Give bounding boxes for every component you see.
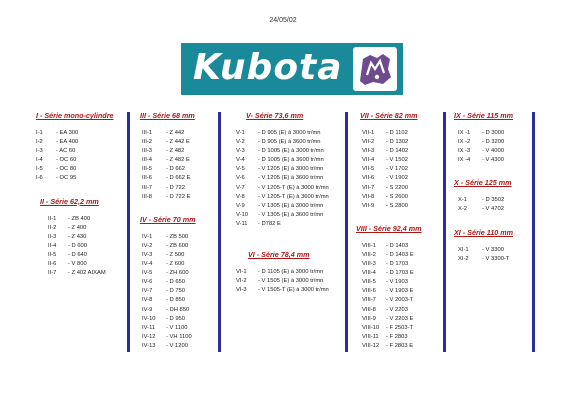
engine-code: V-8 xyxy=(236,193,245,200)
series-section xyxy=(356,110,442,211)
engine-code: VIII-11 xyxy=(362,333,379,340)
section-title: VIII - Série 92,4 mm xyxy=(356,223,422,233)
engine-model: - D 1005 (E) à 3000 tr/mn xyxy=(258,148,324,155)
engine-model: - DH 850 xyxy=(166,306,190,313)
engine-model: - D 722 E xyxy=(166,193,191,200)
engine-row xyxy=(236,202,344,211)
engine-model: - Z 482 xyxy=(166,148,185,155)
engine-model: - V 1205-T (E) à 3600 tr/mn xyxy=(258,193,329,200)
engine-row xyxy=(236,156,344,165)
engine-code: X-1 xyxy=(458,197,468,204)
engine-code: VII-2 xyxy=(362,139,375,146)
engine-code: VII-7 xyxy=(362,184,375,191)
engine-model: - ZB 500 xyxy=(166,233,189,240)
engine-row xyxy=(142,269,216,278)
engine-model: - OC 95 xyxy=(56,175,77,182)
engine-code: IV-1 xyxy=(142,233,153,240)
engine-list xyxy=(236,268,344,295)
engine-row xyxy=(142,147,216,156)
engine-model: - F 2803 xyxy=(386,333,408,340)
engine-row xyxy=(236,286,344,295)
engine-code: VIII-1 xyxy=(362,242,376,249)
engine-model: - Z 402 AIXAM xyxy=(68,270,106,277)
engine-row xyxy=(48,224,124,233)
engine-code: V-4 xyxy=(236,157,245,164)
engine-row xyxy=(362,306,442,315)
engine-code: III-3 xyxy=(142,148,152,155)
engine-code: III-6 xyxy=(142,175,152,182)
engine-row xyxy=(36,147,124,156)
engine-model: - D 662 E xyxy=(166,175,191,182)
engine-list xyxy=(458,246,532,264)
engine-code: V-6 xyxy=(236,175,245,182)
engine-row xyxy=(458,156,532,165)
engine-row xyxy=(362,156,442,165)
engine-row xyxy=(142,333,216,342)
engine-code: IV-8 xyxy=(142,297,153,304)
engine-model: - D 3502 xyxy=(482,197,505,204)
engine-model: - D 1703 xyxy=(386,261,409,268)
engine-row xyxy=(236,138,344,147)
engine-row xyxy=(362,129,442,138)
engine-list xyxy=(458,129,532,165)
section-title: VII - Série 82 mm xyxy=(360,111,418,120)
engine-code: VII-3 xyxy=(362,148,375,155)
engine-code: I-2 xyxy=(36,139,43,146)
engine-code: IV-11 xyxy=(142,324,156,331)
engine-code: IX -2 xyxy=(458,139,471,146)
engine-row xyxy=(142,156,216,165)
engine-row xyxy=(36,129,124,138)
engine-row xyxy=(142,278,216,287)
engine-row xyxy=(362,193,442,202)
engine-model: - D 3200 xyxy=(482,139,505,146)
engine-code: III-5 xyxy=(142,166,152,173)
engine-code: IX -1 xyxy=(458,130,471,136)
series-section xyxy=(236,110,344,229)
engine-row xyxy=(362,324,442,333)
engine-model: - V 1902 xyxy=(386,175,408,182)
engine-model: - D 600 xyxy=(68,242,88,249)
engine-code: VII-5 xyxy=(362,166,375,173)
engine-code: V-7 xyxy=(236,184,245,191)
engine-code: I-5 xyxy=(36,166,43,173)
engine-code: III-2 xyxy=(142,139,152,146)
engine-code: VIII-7 xyxy=(362,297,376,304)
engine-code: VIII-10 xyxy=(362,324,380,331)
engine-model: - S 2200 xyxy=(386,184,408,191)
engine-row xyxy=(362,315,442,324)
engine-code: II-1 xyxy=(48,215,57,222)
engine-model: - Z 600 xyxy=(166,261,185,268)
engine-code: IV-4 xyxy=(142,261,153,268)
engine-code: II-5 xyxy=(48,251,57,258)
engine-code: IV-10 xyxy=(142,315,156,322)
series-section xyxy=(356,223,442,351)
engine-model: - Z 430 xyxy=(68,233,87,240)
engine-model: - V 1903 xyxy=(386,279,408,286)
engine-model: - V 1205 (E) à 3000 tr/mn xyxy=(258,166,324,173)
engine-row xyxy=(236,184,344,193)
engine-model: - EA 300 xyxy=(56,130,79,136)
kubota-wordmark: Kubota xyxy=(193,47,343,88)
engine-model: - V 1200 xyxy=(166,342,188,349)
engine-code: III-1 xyxy=(142,130,152,136)
engine-model: - V 2003-T xyxy=(386,297,414,304)
engine-list xyxy=(362,242,442,351)
engine-code: IV-13 xyxy=(142,342,156,349)
document-date: 24/05/02 xyxy=(269,17,297,24)
engine-model: - OC 80 xyxy=(56,166,77,173)
engine-row xyxy=(362,202,442,211)
engine-model: - D 1105 (E) à 3000 tr/mn xyxy=(258,269,324,276)
section-title: X - Série 125 mm xyxy=(454,178,512,188)
engine-row xyxy=(142,260,216,269)
engine-model: - V 3300 xyxy=(482,246,504,253)
engine-row xyxy=(362,333,442,342)
engine-model: - D 662 xyxy=(166,166,186,173)
engine-model: - V 2203 xyxy=(386,306,408,313)
engine-model: - D 950 xyxy=(166,315,186,322)
engine-code: IV-9 xyxy=(142,306,153,313)
engine-code: IX -3 xyxy=(458,148,471,155)
series-section xyxy=(236,249,344,295)
engine-row xyxy=(458,147,532,156)
engine-code: X-2 xyxy=(458,206,468,213)
column-4 xyxy=(356,110,442,351)
engine-model: - D 1302 xyxy=(386,139,409,146)
engine-row xyxy=(362,138,442,147)
engine-code: VII-6 xyxy=(362,175,375,182)
engine-model: - V 1305 (E) à 3600 tr/mn xyxy=(258,211,324,218)
engine-code: IV-6 xyxy=(142,279,153,286)
engine-row xyxy=(362,165,442,174)
engine-row xyxy=(142,324,216,333)
engine-model: - D 1403 xyxy=(386,242,409,249)
series-section xyxy=(140,110,216,202)
section-title: IX - Série 115 mm xyxy=(454,111,513,120)
column-1 xyxy=(36,110,124,278)
section-title: III - Série 68 mm xyxy=(140,111,195,120)
engine-model: - Z 442 xyxy=(166,130,185,136)
engine-row xyxy=(362,269,442,278)
kubota-emblem-icon xyxy=(353,47,397,91)
engine-row xyxy=(142,251,216,260)
engine-row xyxy=(48,233,124,242)
engine-model: - S 2600 xyxy=(386,193,408,200)
engine-model: - D 1403 E xyxy=(386,251,414,258)
engine-code: I-1 xyxy=(36,130,43,136)
engine-model: - ZH 600 xyxy=(166,270,189,277)
engine-list xyxy=(142,129,216,202)
engine-row xyxy=(458,129,532,138)
engine-code: VIII-2 xyxy=(362,251,376,258)
engine-model: - V 1702 xyxy=(386,166,408,173)
engine-code: V-5 xyxy=(236,166,245,173)
engine-model: - OC 60 xyxy=(56,157,77,164)
engine-code: V-2 xyxy=(236,139,245,146)
column-2 xyxy=(140,110,216,351)
engine-row xyxy=(142,342,216,351)
engine-code: VIII-8 xyxy=(362,306,376,313)
engine-model: - V 4300 xyxy=(482,157,504,164)
engine-model: - V 1205 (E) à 3600 tr/mn xyxy=(258,175,324,182)
engine-row xyxy=(236,165,344,174)
engine-model: - V 1305 (E) à 3000 tr/mn xyxy=(258,202,324,209)
engine-model: - D 1703 E xyxy=(386,270,414,277)
engine-row xyxy=(236,277,344,286)
engine-code: VII-8 xyxy=(362,193,375,200)
engine-model: - V 1100 xyxy=(166,324,188,331)
engine-code: IV-2 xyxy=(142,242,153,249)
engine-code: IV-3 xyxy=(142,251,153,258)
column-divider xyxy=(443,112,446,352)
engine-row xyxy=(362,147,442,156)
engine-model: - V 1205-T (E) à 3000 tr/mn xyxy=(258,184,329,191)
engine-code: V-3 xyxy=(236,148,245,155)
engine-row xyxy=(236,268,344,277)
engine-row xyxy=(362,174,442,183)
engine-model: - Z 442 E xyxy=(166,139,190,146)
engine-model: - V 1502 xyxy=(386,157,408,164)
engine-list xyxy=(36,129,124,184)
engine-row xyxy=(48,251,124,260)
engine-row xyxy=(36,165,124,174)
engine-model: - Z 482 E xyxy=(166,157,190,164)
engine-model: - F 2503-T xyxy=(386,324,414,331)
engine-list xyxy=(362,129,442,211)
engine-model: - V 1903 E xyxy=(386,288,414,295)
engine-row xyxy=(236,129,344,138)
engine-list xyxy=(458,196,532,214)
series-section xyxy=(454,227,532,264)
column-divider xyxy=(218,112,221,352)
engine-row xyxy=(236,193,344,202)
engine-code: VIII-4 xyxy=(362,270,376,277)
engine-model: - Z 400 xyxy=(68,224,87,231)
column-divider xyxy=(345,112,348,352)
engine-code: II-2 xyxy=(48,224,57,231)
engine-model: - S 2800 xyxy=(386,202,408,209)
section-title: I - Série mono-cylindre xyxy=(36,111,114,120)
series-section xyxy=(140,214,216,351)
engine-code: XI-2 xyxy=(458,255,469,262)
engine-row xyxy=(48,269,124,278)
engine-model: - D 722 xyxy=(166,184,186,191)
engine-row xyxy=(236,147,344,156)
engine-model: - V 1505 (E) à 3000 tr/mn xyxy=(258,278,324,285)
engine-code: XI-1 xyxy=(458,246,469,253)
engine-model: - Z 500 xyxy=(166,251,185,258)
kubota-logo xyxy=(181,43,403,95)
engine-code: VI-3 xyxy=(236,287,247,294)
engine-model: - V 3300-T xyxy=(482,255,510,262)
engine-row xyxy=(36,174,124,183)
engine-model: - V 1505-T (E) à 3000 tr/mn xyxy=(258,287,329,294)
engine-model: - ZB 400 xyxy=(68,215,91,222)
engine-model: - D 905 (E) à 3600 tr/mn xyxy=(258,139,321,146)
engine-list xyxy=(236,129,344,229)
engine-row xyxy=(362,287,442,296)
engine-row xyxy=(142,233,216,242)
engine-code: VII-4 xyxy=(362,157,375,164)
engine-code: I-4 xyxy=(36,157,43,164)
engine-row xyxy=(48,242,124,251)
engine-row xyxy=(362,296,442,305)
engine-row xyxy=(142,242,216,251)
engine-code: IV-7 xyxy=(142,288,153,295)
engine-model: - V 4702 xyxy=(482,206,504,213)
series-section xyxy=(36,110,124,184)
engine-row xyxy=(142,129,216,138)
section-title: IV - Série 70 mm xyxy=(140,214,196,224)
engine-row xyxy=(48,215,124,224)
engine-row xyxy=(362,278,442,287)
engine-model: - D 650 xyxy=(166,279,186,286)
engine-model: - D 1005 (E) à 3600 tr/mn xyxy=(258,157,324,164)
engine-model: - D 905 (E) à 3000 tr/mn xyxy=(258,130,321,136)
engine-code: V-11 xyxy=(236,220,248,227)
engine-code: II-7 xyxy=(48,270,57,277)
column-3 xyxy=(236,110,344,295)
engine-model: - AC 60 xyxy=(56,148,76,155)
series-section xyxy=(36,196,124,279)
engine-code: VI-2 xyxy=(236,278,247,285)
engine-model: - ZB 600 xyxy=(166,242,189,249)
engine-code: II-3 xyxy=(48,233,57,240)
engine-row xyxy=(48,260,124,269)
engine-code: V-10 xyxy=(236,211,248,218)
engine-row xyxy=(142,165,216,174)
engine-model: - V 800 xyxy=(68,261,87,268)
engine-code: VIII-5 xyxy=(362,279,376,286)
engine-model: - F 2803 E xyxy=(386,342,414,349)
engine-row xyxy=(236,211,344,220)
engine-row xyxy=(142,315,216,324)
engine-row xyxy=(458,205,532,214)
engine-model: - D 640 xyxy=(68,251,88,258)
engine-code: I-6 xyxy=(36,175,43,182)
engine-code: III-7 xyxy=(142,184,152,191)
column-divider xyxy=(532,112,535,352)
engine-row xyxy=(36,138,124,147)
engine-model: - D 3000 xyxy=(482,130,505,136)
engine-row xyxy=(362,260,442,269)
section-title: XI - Série 110 mm xyxy=(454,227,513,237)
engine-row xyxy=(458,138,532,147)
engine-row xyxy=(142,184,216,193)
engine-row xyxy=(142,174,216,183)
engine-row xyxy=(142,306,216,315)
engine-model: - VH 1100 xyxy=(166,333,192,340)
engine-model: - D 750 xyxy=(166,288,186,295)
engine-code: VIII-6 xyxy=(362,288,376,295)
engine-model: - V 4000 xyxy=(482,148,504,155)
engine-model: - D 1102 xyxy=(386,130,408,136)
engine-code: IV-12 xyxy=(142,333,156,340)
engine-row xyxy=(362,184,442,193)
engine-model: - D 850 xyxy=(166,297,186,304)
column-divider xyxy=(127,112,130,352)
engine-code: II-4 xyxy=(48,242,57,249)
engine-row xyxy=(236,174,344,183)
engine-row xyxy=(142,296,216,305)
engine-row xyxy=(236,220,344,229)
engine-code: IV-5 xyxy=(142,270,153,277)
engine-code: V-9 xyxy=(236,202,245,209)
engine-code: VI-1 xyxy=(236,269,247,276)
engine-row xyxy=(36,156,124,165)
section-title: VI - Série 78,4 mm xyxy=(248,250,310,260)
engine-code: VIII-12 xyxy=(362,342,380,349)
engine-row xyxy=(362,251,442,260)
engine-list xyxy=(48,215,124,279)
series-section xyxy=(454,177,532,214)
engine-code: I-3 xyxy=(36,148,43,155)
engine-code: II-6 xyxy=(48,261,57,268)
engine-model: - D782 E xyxy=(258,220,281,227)
engine-code: III-8 xyxy=(142,193,152,200)
engine-code: VIII-9 xyxy=(362,315,376,322)
engine-model: - D 1402 xyxy=(386,148,409,155)
engine-code: III-4 xyxy=(142,157,152,164)
engine-row xyxy=(142,287,216,296)
engine-code: V-1 xyxy=(236,130,245,136)
engine-list xyxy=(142,233,216,351)
engine-model: - V 2203 E xyxy=(386,315,414,322)
engine-row xyxy=(458,196,532,205)
engine-row xyxy=(362,342,442,351)
engine-model: - EA 400 xyxy=(56,139,79,146)
engine-row xyxy=(142,138,216,147)
column-5 xyxy=(454,110,532,264)
engine-code: VII-1 xyxy=(362,130,375,136)
engine-code: IX -4 xyxy=(458,157,471,164)
engine-row xyxy=(362,242,442,251)
engine-row xyxy=(142,193,216,202)
section-title: V- Série 73,6 mm xyxy=(246,111,304,120)
engine-row xyxy=(458,246,532,255)
engine-code: VIII-3 xyxy=(362,261,376,268)
engine-code: VII-9 xyxy=(362,202,375,209)
section-title: II - Série 62,2 mm xyxy=(40,196,99,206)
series-section xyxy=(454,110,532,165)
engine-row xyxy=(458,255,532,264)
